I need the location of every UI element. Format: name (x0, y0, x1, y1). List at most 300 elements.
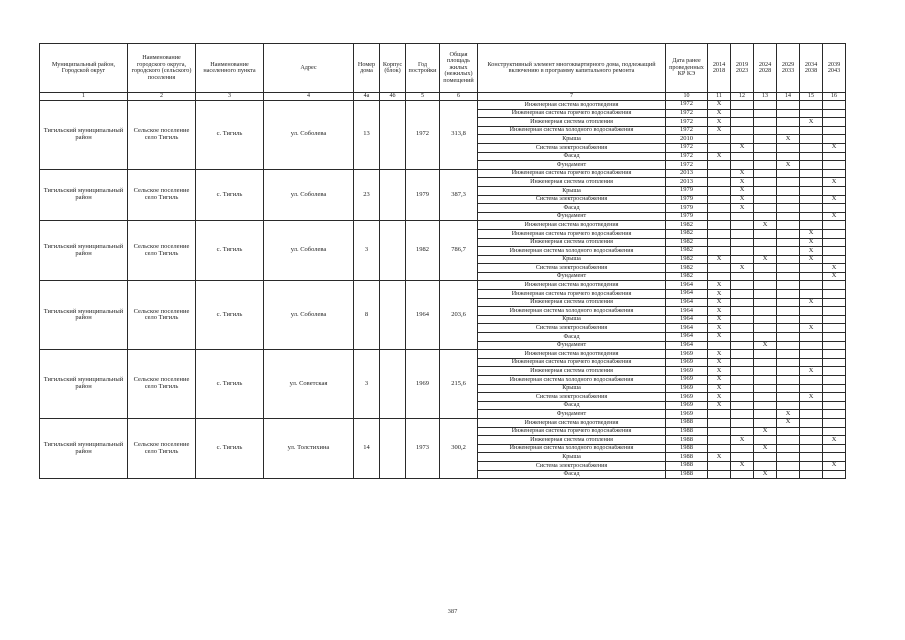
table-row (40, 101, 846, 110)
empty-period-cell (731, 367, 754, 376)
empty-period-cell (708, 186, 731, 195)
empty-period-cell (823, 401, 846, 410)
prior-repair-year-cell: 1979 (666, 195, 708, 204)
empty-period-cell (754, 204, 777, 213)
empty-period-cell (777, 401, 800, 410)
prior-repair-year-cell: 1964 (666, 341, 708, 350)
empty-period-cell (823, 161, 846, 170)
house-number-cell: 14 (354, 418, 380, 478)
empty-period-cell (731, 393, 754, 402)
table-row (40, 221, 846, 230)
repair-mark-cell: X (754, 255, 777, 264)
empty-period-cell (731, 109, 754, 118)
prior-repair-year-cell: 1988 (666, 470, 708, 479)
header-address: Адрес (264, 44, 354, 93)
repair-mark-cell: X (777, 161, 800, 170)
prior-repair-year-cell: 1982 (666, 264, 708, 273)
repair-mark-cell: X (708, 453, 731, 462)
empty-period-cell (708, 410, 731, 419)
element-name-cell: Инженерная система горячего водоснабжения (478, 290, 666, 299)
empty-period-cell (754, 384, 777, 393)
prior-repair-year-cell: 1964 (666, 290, 708, 299)
empty-period-cell (731, 333, 754, 342)
empty-period-cell (731, 315, 754, 324)
empty-period-cell (754, 410, 777, 419)
prior-repair-year-cell: 1972 (666, 161, 708, 170)
empty-period-cell (777, 272, 800, 281)
repair-mark-cell: X (800, 255, 823, 264)
empty-period-cell (800, 358, 823, 367)
empty-period-cell (731, 298, 754, 307)
locality-cell: с. Тигиль (196, 418, 264, 478)
prior-repair-year-cell: 1972 (666, 118, 708, 127)
empty-period-cell (777, 281, 800, 290)
empty-period-cell (754, 247, 777, 256)
empty-period-cell (731, 272, 754, 281)
empty-period-cell (823, 470, 846, 479)
empty-period-cell (754, 401, 777, 410)
empty-period-cell (731, 376, 754, 385)
header-locality: Наименование населенного пункта (196, 44, 264, 93)
area-cell: 300,2 (440, 418, 478, 478)
empty-period-cell (777, 169, 800, 178)
column-number: 12 (731, 93, 754, 101)
empty-period-cell (754, 290, 777, 299)
element-name-cell: Инженерная система горячего водоснабжения (478, 169, 666, 178)
prior-repair-year-cell: 1964 (666, 307, 708, 316)
header-element: Конструктивный элемент многоквартирного дома, подлежащий включению в программу капитального ремонта (478, 44, 666, 93)
element-name-cell: Фундамент (478, 272, 666, 281)
repair-mark-cell: X (800, 298, 823, 307)
repair-mark-cell: X (708, 324, 731, 333)
empty-period-cell (731, 470, 754, 479)
settlement-cell: Сельское поселение село Тигиль (128, 350, 196, 419)
element-name-cell: Инженерная система отопления (478, 367, 666, 376)
locality-cell: с. Тигиль (196, 169, 264, 221)
prior-repair-year-cell: 1964 (666, 315, 708, 324)
element-name-cell: Система электроснабжения (478, 143, 666, 152)
empty-period-cell (777, 384, 800, 393)
empty-period-cell (823, 453, 846, 462)
empty-period-cell (800, 410, 823, 419)
empty-period-cell (754, 238, 777, 247)
empty-period-cell (731, 126, 754, 135)
empty-period-cell (823, 135, 846, 144)
repair-mark-cell: X (708, 384, 731, 393)
empty-period-cell (731, 229, 754, 238)
repair-mark-cell: X (731, 204, 754, 213)
element-name-cell: Фундамент (478, 161, 666, 170)
empty-period-cell (731, 307, 754, 316)
empty-period-cell (800, 178, 823, 187)
address-cell: ул. Соболева (264, 221, 354, 281)
empty-period-cell (800, 418, 823, 427)
empty-period-cell (777, 470, 800, 479)
empty-period-cell (800, 427, 823, 436)
element-name-cell: Инженерная система холодного водоснабжения (478, 444, 666, 453)
empty-period-cell (731, 341, 754, 350)
empty-period-cell (777, 221, 800, 230)
element-name-cell: Крыша (478, 453, 666, 462)
empty-period-cell (754, 281, 777, 290)
empty-period-cell (754, 393, 777, 402)
area-cell: 215,6 (440, 350, 478, 419)
column-number-row (40, 93, 846, 101)
empty-period-cell (754, 178, 777, 187)
prior-repair-year-cell: 2013 (666, 169, 708, 178)
table-row (40, 169, 846, 178)
empty-period-cell (823, 410, 846, 419)
empty-period-cell (823, 152, 846, 161)
prior-repair-year-cell: 1969 (666, 401, 708, 410)
repair-mark-cell: X (731, 169, 754, 178)
empty-period-cell (731, 161, 754, 170)
empty-period-cell (754, 307, 777, 316)
empty-period-cell (754, 212, 777, 221)
empty-period-cell (708, 229, 731, 238)
empty-period-cell (800, 333, 823, 342)
repair-mark-cell: X (708, 126, 731, 135)
empty-period-cell (823, 307, 846, 316)
empty-period-cell (800, 101, 823, 110)
element-name-cell: Инженерная система горячего водоснабжения (478, 427, 666, 436)
element-name-cell: Фасад (478, 470, 666, 479)
prior-repair-year-cell: 1988 (666, 453, 708, 462)
empty-period-cell (754, 169, 777, 178)
repair-mark-cell: X (708, 152, 731, 161)
repair-mark-cell: X (708, 393, 731, 402)
empty-period-cell (823, 247, 846, 256)
empty-period-cell (754, 436, 777, 445)
column-number: 6 (440, 93, 478, 101)
empty-period-cell (708, 341, 731, 350)
empty-period-cell (731, 221, 754, 230)
area-cell: 387,3 (440, 169, 478, 221)
empty-period-cell (800, 461, 823, 470)
element-name-cell: Система электроснабжения (478, 195, 666, 204)
element-name-cell: Фасад (478, 204, 666, 213)
prior-repair-year-cell: 1982 (666, 255, 708, 264)
empty-period-cell (800, 315, 823, 324)
repair-mark-cell: X (800, 247, 823, 256)
district-cell: Тигильский муниципальный район (40, 101, 128, 170)
table-row (40, 281, 846, 290)
prior-repair-year-cell: 1972 (666, 152, 708, 161)
element-name-cell: Крыша (478, 186, 666, 195)
element-name-cell: Фундамент (478, 341, 666, 350)
element-name-cell: Система электроснабжения (478, 264, 666, 273)
empty-period-cell (777, 307, 800, 316)
empty-period-cell (777, 461, 800, 470)
prior-repair-year-cell: 1964 (666, 298, 708, 307)
empty-period-cell (754, 152, 777, 161)
prior-repair-year-cell: 1964 (666, 333, 708, 342)
prior-repair-year-cell: 1972 (666, 109, 708, 118)
year-built-cell: 1982 (406, 221, 440, 281)
empty-period-cell (823, 298, 846, 307)
empty-period-cell (777, 376, 800, 385)
repair-mark-cell: X (823, 178, 846, 187)
building-cell (380, 418, 406, 478)
empty-period-cell (731, 118, 754, 127)
header-house-number: Номер дома (354, 44, 380, 93)
prior-repair-year-cell: 1982 (666, 272, 708, 281)
repair-mark-cell: X (708, 367, 731, 376)
empty-period-cell (800, 143, 823, 152)
column-number: 7 (478, 93, 666, 101)
repair-mark-cell: X (823, 461, 846, 470)
prior-repair-year-cell: 2010 (666, 135, 708, 144)
empty-period-cell (823, 229, 846, 238)
district-cell: Тигильский муниципальный район (40, 350, 128, 419)
empty-period-cell (731, 324, 754, 333)
element-name-cell: Крыша (478, 135, 666, 144)
empty-period-cell (823, 169, 846, 178)
empty-period-cell (777, 229, 800, 238)
district-cell: Тигильский муниципальный район (40, 221, 128, 281)
area-cell: 203,6 (440, 281, 478, 350)
prior-repair-year-cell: 1982 (666, 221, 708, 230)
prior-repair-year-cell: 1979 (666, 186, 708, 195)
header-row (40, 44, 846, 93)
empty-period-cell (800, 195, 823, 204)
empty-period-cell (777, 290, 800, 299)
empty-period-cell (777, 212, 800, 221)
empty-period-cell (777, 118, 800, 127)
element-name-cell: Инженерная система отопления (478, 436, 666, 445)
repair-mark-cell: X (823, 212, 846, 221)
repair-mark-cell: X (731, 195, 754, 204)
prior-repair-year-cell: 1979 (666, 212, 708, 221)
empty-period-cell (777, 393, 800, 402)
empty-period-cell (754, 186, 777, 195)
empty-period-cell (731, 358, 754, 367)
empty-period-cell (731, 410, 754, 419)
empty-period-cell (823, 358, 846, 367)
prior-repair-year-cell: 1972 (666, 143, 708, 152)
address-cell: ул. Соболева (264, 281, 354, 350)
prior-repair-year-cell: 1988 (666, 427, 708, 436)
repair-mark-cell: X (754, 470, 777, 479)
empty-period-cell (777, 436, 800, 445)
element-name-cell: Крыша (478, 255, 666, 264)
empty-period-cell (754, 161, 777, 170)
element-name-cell: Система электроснабжения (478, 324, 666, 333)
column-number: 4 (264, 93, 354, 101)
empty-period-cell (754, 195, 777, 204)
empty-period-cell (823, 444, 846, 453)
empty-period-cell (800, 470, 823, 479)
prior-repair-year-cell: 1969 (666, 410, 708, 419)
house-number-cell: 3 (354, 350, 380, 419)
building-cell (380, 281, 406, 350)
element-name-cell: Инженерная система водоотведения (478, 101, 666, 110)
house-number-cell: 8 (354, 281, 380, 350)
column-number: 11 (708, 93, 731, 101)
empty-period-cell (731, 444, 754, 453)
empty-period-cell (777, 101, 800, 110)
area-cell: 313,8 (440, 101, 478, 170)
empty-period-cell (754, 324, 777, 333)
element-name-cell: Инженерная система водоотведения (478, 281, 666, 290)
empty-period-cell (823, 101, 846, 110)
settlement-cell: Сельское поселение село Тигиль (128, 418, 196, 478)
empty-period-cell (754, 418, 777, 427)
empty-period-cell (708, 212, 731, 221)
column-number: 4а (354, 93, 380, 101)
empty-period-cell (777, 298, 800, 307)
empty-period-cell (754, 376, 777, 385)
empty-period-cell (777, 333, 800, 342)
empty-period-cell (777, 264, 800, 273)
empty-period-cell (777, 341, 800, 350)
year-built-cell: 1969 (406, 350, 440, 419)
element-name-cell: Фасад (478, 333, 666, 342)
empty-period-cell (731, 255, 754, 264)
empty-period-cell (800, 436, 823, 445)
empty-period-cell (800, 186, 823, 195)
empty-period-cell (800, 204, 823, 213)
empty-period-cell (823, 109, 846, 118)
district-cell: Тигильский муниципальный район (40, 169, 128, 221)
empty-period-cell (823, 290, 846, 299)
empty-period-cell (800, 453, 823, 462)
empty-period-cell (800, 264, 823, 273)
empty-period-cell (800, 376, 823, 385)
empty-period-cell (823, 418, 846, 427)
empty-period-cell (823, 204, 846, 213)
locality-cell: с. Тигиль (196, 101, 264, 170)
empty-period-cell (823, 333, 846, 342)
repair-mark-cell: X (708, 376, 731, 385)
element-name-cell: Фасад (478, 152, 666, 161)
repair-mark-cell: X (800, 238, 823, 247)
empty-period-cell (754, 298, 777, 307)
element-name-cell: Фундамент (478, 410, 666, 419)
empty-period-cell (823, 393, 846, 402)
settlement-cell: Сельское поселение село Тигиль (128, 221, 196, 281)
empty-period-cell (754, 229, 777, 238)
repair-mark-cell: X (708, 298, 731, 307)
repair-mark-cell: X (708, 281, 731, 290)
building-cell (380, 101, 406, 170)
locality-cell: с. Тигиль (196, 281, 264, 350)
repair-mark-cell: X (708, 290, 731, 299)
empty-period-cell (708, 178, 731, 187)
empty-period-cell (800, 341, 823, 350)
element-name-cell: Инженерная система горячего водоснабжения (478, 358, 666, 367)
empty-period-cell (800, 161, 823, 170)
prior-repair-year-cell: 1969 (666, 350, 708, 359)
empty-period-cell (731, 384, 754, 393)
element-name-cell: Инженерная система холодного водоснабжения (478, 126, 666, 135)
repair-mark-cell: X (731, 264, 754, 273)
empty-period-cell (708, 238, 731, 247)
empty-period-cell (754, 109, 777, 118)
empty-period-cell (800, 221, 823, 230)
empty-period-cell (708, 264, 731, 273)
empty-period-cell (777, 255, 800, 264)
element-name-cell: Инженерная система горячего водоснабжения (478, 109, 666, 118)
empty-period-cell (731, 453, 754, 462)
table-row (40, 350, 846, 359)
prior-repair-year-cell: 1969 (666, 376, 708, 385)
column-number: 13 (754, 93, 777, 101)
empty-period-cell (777, 350, 800, 359)
building-cell (380, 350, 406, 419)
element-name-cell: Инженерная система холодного водоснабжения (478, 307, 666, 316)
header-building: Корпус (блок) (380, 44, 406, 93)
column-number: 14 (777, 93, 800, 101)
column-number: 16 (823, 93, 846, 101)
header-settlement: Наименование городского округа, городского (сельского) поселения (128, 44, 196, 93)
empty-period-cell (800, 281, 823, 290)
element-name-cell: Инженерная система отопления (478, 298, 666, 307)
settlement-cell: Сельское поселение село Тигиль (128, 169, 196, 221)
empty-period-cell (777, 444, 800, 453)
empty-period-cell (708, 418, 731, 427)
empty-period-cell (823, 221, 846, 230)
prior-repair-year-cell: 1972 (666, 101, 708, 110)
repair-mark-cell: X (708, 315, 731, 324)
repair-mark-cell: X (754, 341, 777, 350)
empty-period-cell (777, 126, 800, 135)
empty-period-cell (823, 238, 846, 247)
empty-period-cell (708, 427, 731, 436)
empty-period-cell (823, 281, 846, 290)
house-number-cell: 23 (354, 169, 380, 221)
empty-period-cell (800, 152, 823, 161)
header-district: Муниципальный район, Городской округ (40, 44, 128, 93)
empty-period-cell (823, 384, 846, 393)
empty-period-cell (800, 350, 823, 359)
empty-period-cell (754, 126, 777, 135)
empty-period-cell (800, 212, 823, 221)
empty-period-cell (777, 143, 800, 152)
empty-period-cell (708, 161, 731, 170)
building-cell (380, 169, 406, 221)
empty-period-cell (777, 367, 800, 376)
prior-repair-year-cell: 1982 (666, 247, 708, 256)
district-cell: Тигильский муниципальный район (40, 281, 128, 350)
year-built-cell: 1979 (406, 169, 440, 221)
header-year-built: Год постройки (406, 44, 440, 93)
empty-period-cell (731, 238, 754, 247)
empty-period-cell (800, 401, 823, 410)
repair-mark-cell: X (708, 109, 731, 118)
empty-period-cell (731, 152, 754, 161)
prior-repair-year-cell: 1969 (666, 358, 708, 367)
repair-mark-cell: X (823, 436, 846, 445)
column-number: 2 (128, 93, 196, 101)
repair-mark-cell: X (800, 367, 823, 376)
empty-period-cell (823, 255, 846, 264)
header-area: Общая площадь жилых (нежилых) помещений (440, 44, 478, 93)
prior-repair-year-cell: 1979 (666, 204, 708, 213)
repair-mark-cell: X (708, 333, 731, 342)
element-name-cell: Инженерная система горячего водоснабжения (478, 229, 666, 238)
element-name-cell: Фасад (478, 401, 666, 410)
empty-period-cell (800, 384, 823, 393)
table-body (40, 101, 846, 479)
repair-mark-cell: X (777, 410, 800, 419)
empty-period-cell (754, 461, 777, 470)
empty-period-cell (754, 315, 777, 324)
repair-mark-cell: X (708, 401, 731, 410)
empty-period-cell (777, 238, 800, 247)
repair-mark-cell: X (823, 195, 846, 204)
element-name-cell: Инженерная система холодного водоснабжения (478, 376, 666, 385)
